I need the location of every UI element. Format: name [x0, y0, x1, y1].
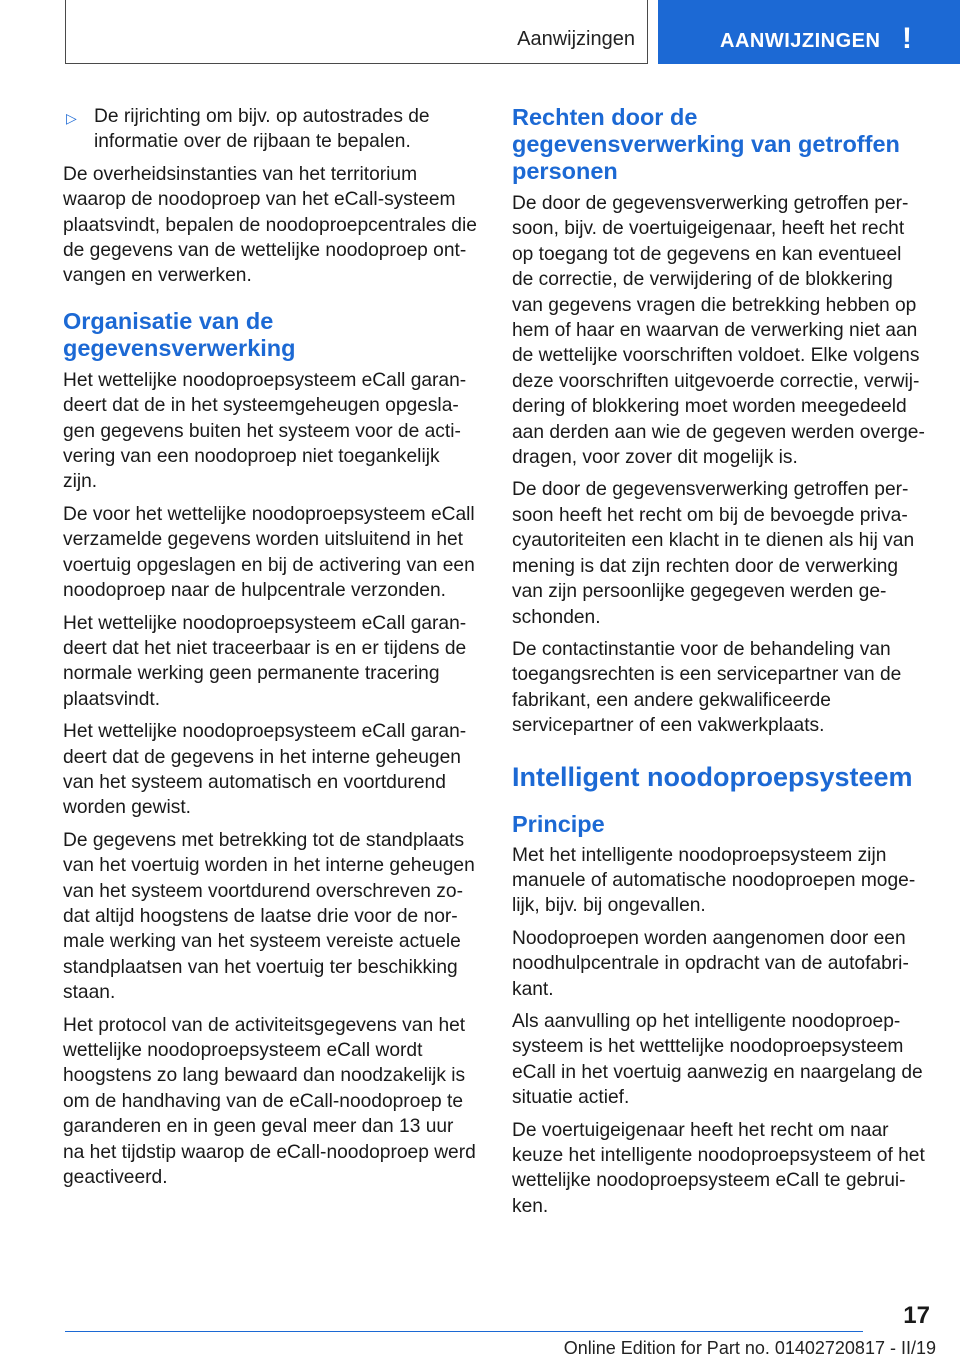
header-section-title: AANWIJZINGEN: [720, 30, 881, 52]
left-column: [63, 104, 477, 1197]
sub-heading: Principe: [512, 810, 605, 837]
paragraph: De voor het wettelijke noodoproepsysteem eCall verzamelde gegevens worden uitsluitend in het voertuig opgeslagen en bij de activering van een noodoproep naar de hulpcentrale verzonden.: [63, 503, 475, 602]
footer-divider: [65, 1331, 863, 1332]
paragraph: De door de gegevensverwerking getroffen persoon heeft het recht om bij de bevoegde privacyautoriteiten een klacht in te dienen als hij van mening is dat zijn rechten door de verwerking van zijn persoonlijke gegegeven werden geschonden.: [512, 479, 915, 628]
paragraph: De door de gegevensverwerking getroffen persoon, bijv. de voertuigeigenaar, heeft het recht op toegang tot de gegevens en kan eventueel de correctie, de verwijdering of de blokkering van gegevens vragen die betrekking hebben op hem of haar en waarvan de verwerking niet aan de wettelijke voorschriften voldoet. Elke volgens deze voorschriften uitgevoerde correctie, verwijdering of blokkering moet worden meegedeeld aan derden aan wie de gegeven werden overgedragen, voor zover dit mogelijk is.: [512, 193, 925, 469]
paragraph: Het wettelijke noodoproepsysteem eCall garandeert dat het niet traceerbaar is en er tijdens de normale werking geen permanente tracering plaatsvindt.: [63, 612, 467, 710]
triangle-bullet-icon: ▷: [66, 110, 77, 126]
paragraph: De overheidsinstanties van het territorium waarop de noodoproep van het eCall-systeem plaatsvindt, bepalen de noodoproepcentrales die de gegevens van de wettelijke noodoproep ontvangen en verwerken.: [63, 163, 477, 287]
paragraph: Noodoproepen worden aangenomen door een noodhulpcentrale in opdracht van de autofabrikant.: [512, 927, 909, 1000]
paragraph: Het protocol van de activiteitsgegevens van het wettelijke noodoproepsysteem eCall wordt hoogstens zo lang bewaard dan noodzakelijk is om de handhaving van de eCall-noodoproep te garanderen en in geen geval meer dan 13 uur na het tijdstip waarop de eCall-noodoproep werd geactiveerd.: [63, 1014, 476, 1189]
chapter-heading: Intelligent noodoproepsysteem: [512, 761, 913, 792]
paragraph: Het wettelijke noodoproepsysteem eCall garandeert dat de in het systeemgeheugen opgeslagen gegevens buiten het systeem voor de activering van een noodoproep niet toegankelijk zijn.: [63, 369, 467, 493]
right-column: [512, 104, 926, 1226]
list-item-text: De rijrichting om bijv. op autostrades de informatie over de rijbaan te bepalen.: [94, 106, 430, 153]
paragraph: De gegevens met betrekking tot de standplaats van het voertuig worden in het interne geheugen van het systeem voortdurend overschreven zodat altijd hoogstens de laatse drie voor de normale werking van het systeem vereiste actuele standplaatsen van het voertuig ter beschikking staan.: [63, 829, 475, 1004]
paragraph: De voertuigeigenaar heeft het recht om naar keuze het intelligente noodoproepsysteem of het wettelijke noodoproepsysteem eCall te gebruiken.: [512, 1119, 925, 1217]
paragraph: Het wettelijke noodoproepsysteem eCall garandeert dat de gegevens in het interne geheugen van het systeem automatisch en voortdurend worden gewist.: [63, 721, 467, 819]
paragraph: Met het intelligente noodoproepsysteem zijn manuele of automatische noodoproepen mogelijk, bijv. bij ongevallen.: [512, 844, 916, 917]
section-heading: Organisatie van de gegevensverwerking: [63, 307, 296, 361]
header-chapter-title: Aanwijzingen: [517, 28, 635, 50]
exclamation-icon: !: [902, 22, 912, 55]
footer-edition-text: Online Edition for Part no. 01402720817 - II/19: [563, 1338, 936, 1358]
header-chapter-box: [65, 0, 648, 64]
header-section-band: [658, 0, 960, 64]
list-item: [63, 104, 477, 155]
paragraph: Als aanvulling op het intelligente noodoproepsysteem is het wetttelijke noodoproepsysteem eCall in het voertuig aanwezig en naargelang de situatie actief.: [512, 1010, 923, 1109]
section-heading: Rechten door de gegevensverwerking van getroffen personen: [512, 104, 900, 184]
page-number: 17: [903, 1302, 930, 1329]
paragraph: De contactinstantie voor de behandeling van toegangsrechten is een servicepartner van de fabrikant, een andere gekwalificeerde servicepartner of een vakwerkplaats.: [512, 638, 902, 737]
